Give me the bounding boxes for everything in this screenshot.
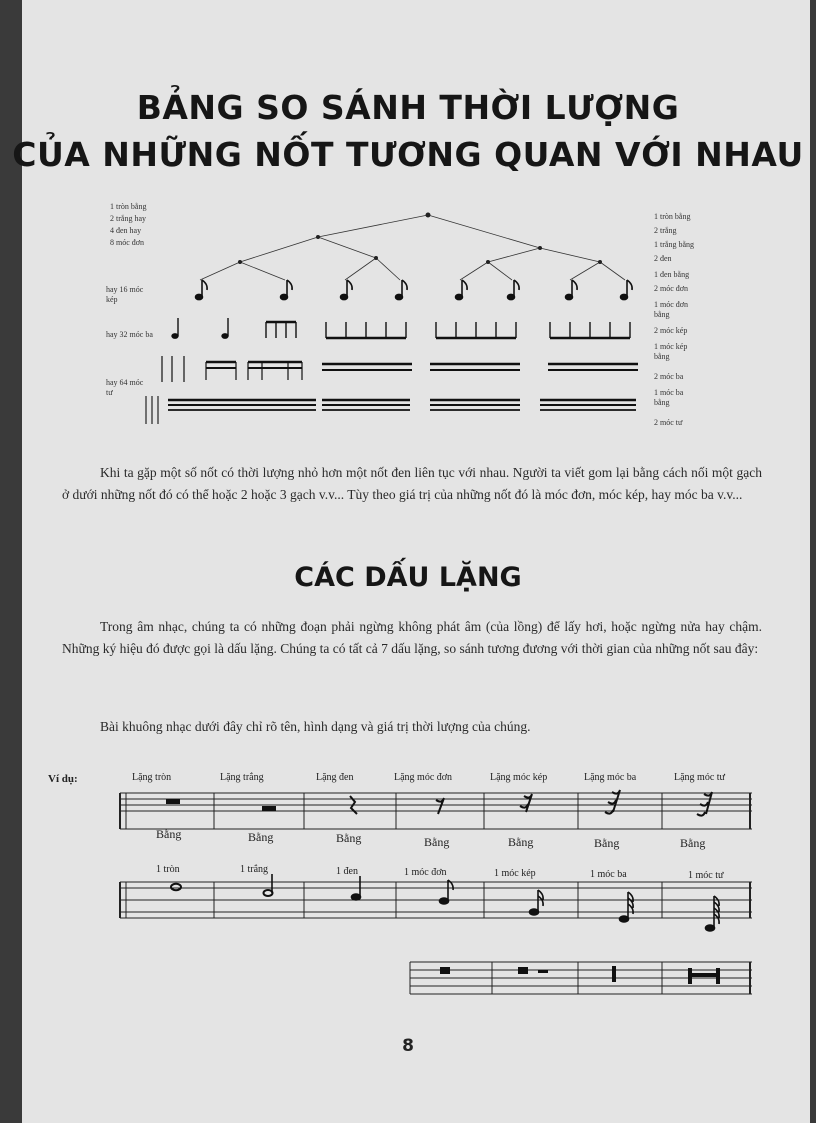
right-label: 2 móc kép bbox=[654, 326, 688, 335]
note-name: 1 móc kép bbox=[494, 868, 536, 879]
left-label: 2 trắng hay bbox=[110, 214, 146, 223]
right-label: 2 đen bbox=[654, 254, 672, 263]
title-line-2: CỦA NHỮNG NỐT TƯƠNG QUAN VỚI NHAU bbox=[12, 135, 804, 174]
row-label: hay 64 móc tư bbox=[106, 378, 144, 397]
equals-label: Bằng bbox=[594, 836, 620, 850]
paragraph-staff-desc: Bài khuông nhạc dưới đây chỉ rõ tên, hình dạng và giá trị thời lượng của chúng. bbox=[100, 719, 531, 734]
right-label: 2 móc đơn bbox=[654, 284, 689, 293]
rest-name: Lặng đen bbox=[316, 772, 354, 783]
row-label: hay 32 móc ba bbox=[106, 330, 153, 339]
note-name: 1 trắng bbox=[240, 864, 269, 875]
right-label: 1 trắng bằng bbox=[654, 240, 694, 249]
equals-label: Bằng bbox=[680, 836, 706, 850]
note-name: 1 móc tư bbox=[688, 870, 724, 881]
rest-name: Lặng tròn bbox=[132, 772, 172, 783]
right-label: 2 móc tư bbox=[654, 418, 683, 427]
right-label: 1 đen bằng bbox=[654, 270, 690, 279]
rest-name: Lặng móc ba bbox=[584, 772, 637, 783]
equals-label: Bằng bbox=[156, 827, 182, 841]
rest-name: Lặng móc kép bbox=[490, 772, 548, 783]
right-label: 1 tròn bằng bbox=[654, 212, 691, 221]
equals-label: Bằng bbox=[424, 835, 450, 849]
right-label: 1 móc đơn bằng bbox=[654, 300, 689, 319]
right-label: 1 móc ba bằng bbox=[654, 388, 684, 407]
row-label: hay 16 móc kép bbox=[106, 285, 144, 304]
right-label: 2 móc ba bbox=[654, 372, 684, 381]
rest-name: Lặng móc tư bbox=[674, 772, 725, 783]
rest-name: Lặng trắng bbox=[220, 772, 264, 783]
paragraph-beaming: Khi ta gặp một số nốt có thời lượng nhỏ hơn một nốt đen liên tục với nhau. Người ta viết gom lại bằng cách nối một gạch ở dưới những nốt đó có thể hoặc 2 hoặc 3 gạch v.v... Tùy theo giá trị của những nốt đó là móc đơn, móc kép, hay móc ba v.v... bbox=[62, 465, 762, 502]
right-label: 2 trắng bbox=[654, 226, 677, 235]
title-line-1: BẢNG SO SÁNH THỜI LƯỢNG bbox=[136, 88, 680, 127]
right-label: 1 móc kép bằng bbox=[654, 342, 688, 361]
left-label: 4 đen hay bbox=[110, 226, 142, 235]
note-name: 1 móc ba bbox=[590, 869, 627, 880]
rest-name: Lặng móc đơn bbox=[394, 772, 453, 783]
equals-label: Bằng bbox=[336, 831, 362, 845]
note-name: 1 móc đơn bbox=[404, 867, 447, 878]
equals-label: Bằng bbox=[248, 830, 274, 844]
equals-label: Bằng bbox=[508, 835, 534, 849]
page-number: 8 bbox=[402, 1036, 414, 1056]
example-label: Ví dụ: bbox=[48, 773, 78, 785]
paragraph-rests-intro: Trong âm nhạc, chúng ta có những đoạn phải ngừng không phát âm (của lồng) để lấy hơi, hoặc ngừng nửa hay chậm. Những ký hiệu đó được gọi là dấu lặng. Chúng ta có tất cả 7 dấu lặng, so sánh tương đương với thời gian của những nốt sau đây: bbox=[62, 619, 762, 656]
left-label: 1 tròn bằng bbox=[110, 202, 147, 211]
note-name: 1 đen bbox=[336, 866, 358, 877]
section-title-rests: CÁC DẤU LẶNG bbox=[294, 562, 522, 593]
note-name: 1 tròn bbox=[156, 864, 180, 875]
left-label: 8 móc đơn bbox=[110, 238, 145, 247]
